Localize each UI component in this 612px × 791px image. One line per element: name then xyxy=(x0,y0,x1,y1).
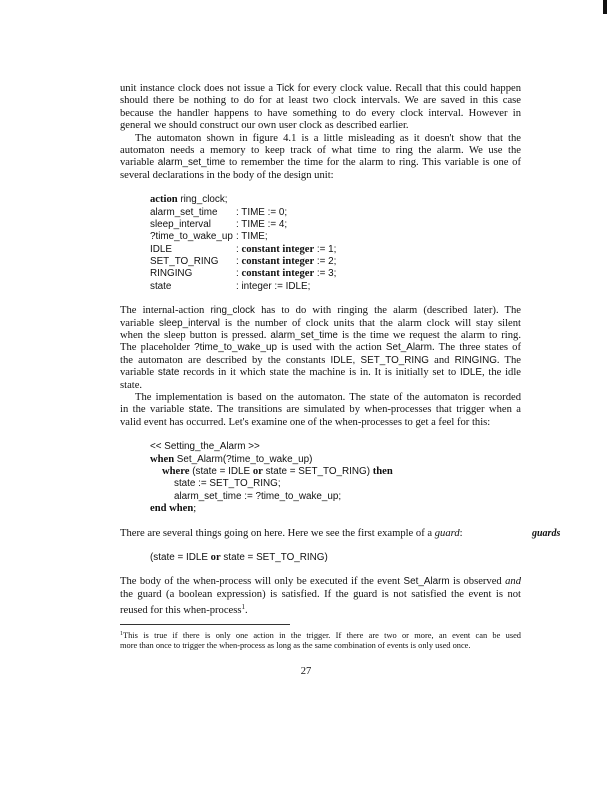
code-identifier: : TIME; xyxy=(236,231,268,243)
code-identifier: Set_Alarm xyxy=(403,576,450,588)
paragraph xyxy=(120,392,521,429)
text-run: reused for this when-process xyxy=(120,605,242,617)
keyword: constant integer xyxy=(241,243,315,255)
code-identifier: : TIME := 4; xyxy=(236,218,288,230)
text-run: . The transitions are simulated by when-processes that trigger when a xyxy=(210,404,521,416)
keyword: end when xyxy=(150,503,194,515)
text-line xyxy=(120,392,521,404)
margin-note: guards xyxy=(532,527,561,539)
text-line xyxy=(150,194,521,206)
paragraph xyxy=(120,83,521,133)
text-line xyxy=(120,145,521,157)
page-body xyxy=(120,83,561,617)
text-line xyxy=(120,640,521,651)
declaration-row xyxy=(150,256,521,268)
text-line xyxy=(120,305,521,317)
code-identifier: state = SET_TO_RING) xyxy=(262,465,373,477)
text-run: is used with the action xyxy=(277,342,386,354)
text-line xyxy=(150,441,521,453)
text-run: has to do with ringing the alarm (described later). The xyxy=(254,305,521,317)
text-line xyxy=(120,601,521,617)
text-line xyxy=(120,95,521,107)
text-line xyxy=(150,478,521,490)
text-run: several declarations in the body of the design unit: xyxy=(120,169,334,181)
text-line xyxy=(120,380,521,392)
text-line xyxy=(120,355,521,367)
text-line xyxy=(150,503,521,515)
code-identifier: state xyxy=(157,367,180,379)
paragraph xyxy=(120,527,561,540)
code-identifier: ring_clock xyxy=(210,305,255,317)
text-line xyxy=(120,330,521,342)
code-identifier: << Setting_the_Alarm >> xyxy=(150,441,260,453)
text-run: The placeholder xyxy=(120,342,195,354)
code-identifier: := 2; xyxy=(314,256,337,268)
code-identifier: ?time_to_wake_up xyxy=(194,342,278,354)
text-run: more than once to trigger the when-process as long as the same combination of events is only used once. xyxy=(120,641,471,650)
declaration-row xyxy=(150,231,521,243)
text-run: ; xyxy=(193,503,197,515)
text-line xyxy=(120,157,521,169)
text-line xyxy=(120,342,521,354)
text-line xyxy=(120,133,521,145)
scan-artifact-mark xyxy=(603,0,607,14)
text-line xyxy=(120,108,521,120)
text-line xyxy=(120,120,521,132)
declaration-name: sleep_interval xyxy=(150,218,211,230)
text-run: to remember the time for the alarm to ring. This variable is one of xyxy=(225,157,521,169)
text-line xyxy=(150,491,521,503)
declaration-name: state xyxy=(150,280,172,292)
code-identifier: : xyxy=(236,256,242,268)
declaration-row xyxy=(150,207,521,219)
text-line xyxy=(120,528,521,540)
text-run: There are several things going on here. Here we see the first example of a xyxy=(120,527,435,539)
text-run: general we should construct our own user clock as described earlier. xyxy=(120,120,409,132)
declaration-type xyxy=(236,256,336,268)
text-run: variable xyxy=(120,317,160,329)
declaration-row xyxy=(150,244,521,256)
text-run: . xyxy=(245,605,248,617)
code-identifier: Tick xyxy=(276,83,295,94)
footnote-rule xyxy=(120,624,290,625)
declaration-name: alarm_set_time xyxy=(150,206,218,218)
code-identifier: : integer := IDLE; xyxy=(236,280,311,292)
code-identifier: Set_Alarm(?time_to_wake_up) xyxy=(176,453,313,465)
text-line xyxy=(120,170,521,182)
declaration-name: IDLE xyxy=(150,243,172,255)
keyword: constant integer xyxy=(241,268,315,280)
text-run: is observed xyxy=(449,576,506,588)
text-run: valid event has occurred. Let's examine one of the when-processes to get a feel for this: xyxy=(120,416,491,428)
declaration-name: ?time_to_wake_up xyxy=(150,231,233,243)
code-identifier: (state = IDLE xyxy=(189,465,253,477)
keyword: or xyxy=(252,465,263,477)
text-run: . The three states of xyxy=(432,342,521,354)
paragraph xyxy=(120,576,521,617)
text-run: . The xyxy=(496,354,522,366)
text-line xyxy=(120,589,521,601)
text-run: the automaton are described by the constants xyxy=(120,354,331,366)
text-run: records in it which state the machine is in. It is initially set to xyxy=(179,367,460,379)
text-run: : xyxy=(459,527,463,539)
code-block xyxy=(150,552,521,564)
text-line xyxy=(150,454,521,466)
text-run: for every clock value. Recall that this could happen xyxy=(294,83,522,94)
code-identifier: := 3; xyxy=(314,268,337,280)
text-run: , the idle xyxy=(481,367,521,379)
code-identifier: alarm_set_time xyxy=(270,330,338,342)
code-identifier: alarm_set_time xyxy=(157,157,226,169)
text-run: The automaton shown in figure 4.1 is a little misleading as it doesn't show that the xyxy=(135,132,521,144)
text-run: because the handler happens to have something to do every clock interval. However in xyxy=(120,107,521,119)
text-run: unit instance clock does not issue a xyxy=(120,83,277,94)
text-run: is the number of clock units that the alarm clock will stay silent xyxy=(219,317,521,329)
declarations-code-block xyxy=(150,194,521,293)
code-identifier: sleep_interval xyxy=(159,317,220,329)
keyword: or xyxy=(210,551,221,563)
keyword: then xyxy=(372,465,393,477)
text-line xyxy=(120,318,521,330)
code-identifier: : TIME := 0; xyxy=(236,206,288,218)
emphasis: guard xyxy=(434,527,460,539)
text-run: in the variable xyxy=(120,404,189,416)
text-run: The body of the when-process will only be executed if the event xyxy=(120,576,404,588)
text-run: is the time we request the alarm to ring. xyxy=(337,330,521,342)
text-line xyxy=(120,417,521,429)
footnote-marker: 1 xyxy=(120,631,123,637)
declaration-type xyxy=(236,268,336,280)
text-line xyxy=(120,367,521,379)
emphasis: and xyxy=(505,576,521,588)
declaration-type xyxy=(236,281,310,293)
declaration-type xyxy=(236,231,268,243)
code-identifier: RINGING xyxy=(454,354,497,366)
text-run: The internal-action xyxy=(120,305,211,317)
text-run: automaton needs a memory to keep track of what time to ring the alarm. We use the xyxy=(120,144,521,156)
text-line xyxy=(120,404,521,416)
text-run: variable xyxy=(120,157,158,169)
keyword: action xyxy=(150,194,178,206)
code-identifier: state xyxy=(188,404,211,416)
code-identifier: ring_clock; xyxy=(180,194,228,206)
paragraph xyxy=(120,133,521,183)
declaration-row xyxy=(150,219,521,231)
text-line xyxy=(150,552,521,564)
text-line xyxy=(120,83,521,95)
declaration-name: RINGING xyxy=(150,268,193,280)
declaration-name: SET_TO_RING xyxy=(150,256,219,268)
keyword: when xyxy=(150,453,175,465)
code-identifier: state := SET_TO_RING; xyxy=(174,478,281,490)
declaration-row xyxy=(150,281,521,293)
code-identifier: alarm_set_time := ?time_to_wake_up; xyxy=(174,490,342,502)
paragraph xyxy=(120,305,521,392)
keyword: constant integer xyxy=(241,256,315,268)
text-run: state. xyxy=(120,379,143,391)
code-identifier: := 1; xyxy=(314,243,337,255)
page-number: 27 xyxy=(300,666,312,677)
text-run: should there be nothing to do for at least two clock intervals. We are saved in this case xyxy=(120,95,521,107)
code-identifier: IDLE xyxy=(459,367,482,379)
declaration-type xyxy=(236,207,287,219)
text-run: variable xyxy=(120,367,158,379)
text-run: The implementation is based on the automaton. The state of the automaton is recorded xyxy=(135,391,521,403)
keyword: where xyxy=(162,465,190,477)
declaration-row xyxy=(150,268,521,280)
text-run: This is true if there is only one action in the trigger. If there are two or more, an event can be used xyxy=(123,631,521,640)
code-identifier: IDLE, SET_TO_RING xyxy=(330,354,429,366)
code-identifier: : xyxy=(236,243,242,255)
code-identifier: : xyxy=(236,268,242,280)
text-run: when the sleep button is pressed. xyxy=(120,330,271,342)
declaration-type xyxy=(236,244,336,256)
text-line xyxy=(120,629,521,640)
code-identifier: (state = IDLE xyxy=(150,551,211,563)
code-identifier: state = SET_TO_RING) xyxy=(220,551,328,563)
text-line xyxy=(150,466,521,478)
text-line xyxy=(120,576,521,588)
code-identifier: Set_Alarm xyxy=(385,342,433,354)
footnote-marker: 1 xyxy=(241,603,245,612)
footnote xyxy=(120,629,521,651)
text-run: the guard (a boolean expression) is satisfied. If the guard is not satisfied the event is not xyxy=(120,588,521,600)
code-block xyxy=(150,441,521,515)
text-run: and xyxy=(428,354,455,366)
declaration-type xyxy=(236,219,287,231)
